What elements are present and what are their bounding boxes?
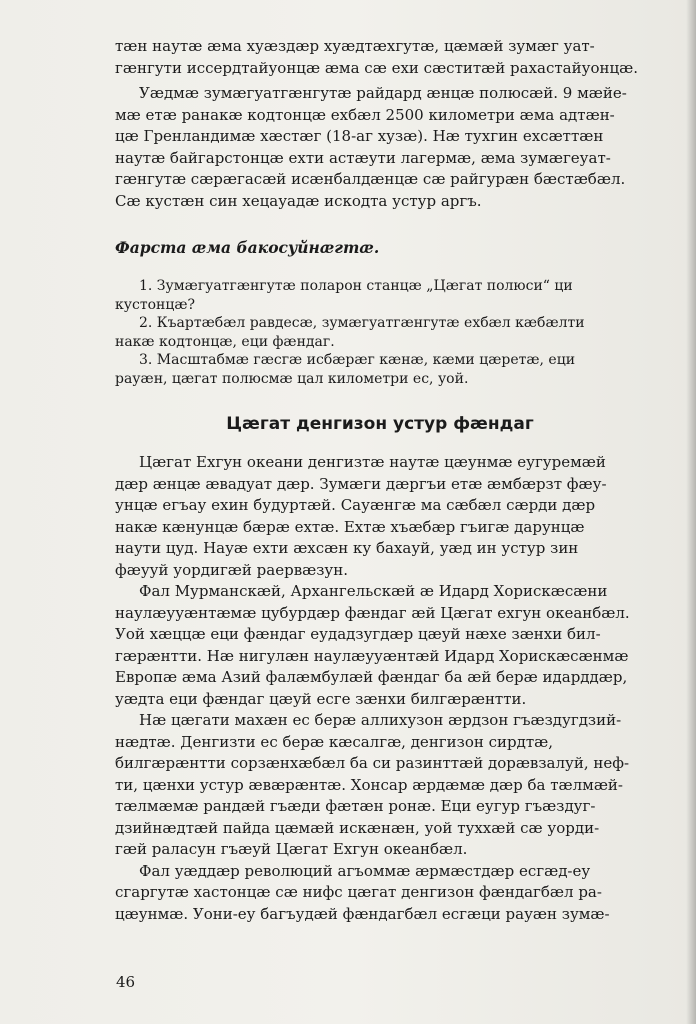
text-line: гæнгути иссердтайуонцæ æма сæ ехи сæститæй рахастайуонцæ. <box>115 58 638 77</box>
text-line: цæунмæ. Уони-еу багъудæй фæндагбæл есгæци рауæн зумæ- <box>115 904 610 923</box>
page-edge-shadow <box>686 0 696 1024</box>
text-line: тæлмæмæ рандæй гъæди фæтæн ронæ. Еци еугур гъæздуг- <box>115 797 596 815</box>
question-item <box>115 277 685 314</box>
text-line: унцæ егъау ехин будуртæй. Сауæнгæ ма сæбæл сæрди дæр <box>115 496 596 514</box>
text-line: наутæ байгарстонцæ ехти астæути лагермæ, æма зумæгеуат- <box>115 148 611 167</box>
section-body <box>115 452 685 925</box>
text-line: Сæ кустæн син хецауадæ искодта устур аргъ. <box>115 191 482 210</box>
question-item <box>115 351 685 388</box>
text-line: сгаргутæ хастонцæ сæ нифс цæгат денгизон фæндагбæл ра- <box>115 883 602 901</box>
questions-list <box>115 277 685 388</box>
text-line: кустонцæ? <box>115 296 196 313</box>
text-line: Уой хæццæ еци фæндаг еудадзугдæр цæуй нæхе зæнхи бил- <box>115 625 601 643</box>
text-line: гæнгутæ сæрæгасæй исæнбалдæнцæ сæ райгурæн бæстæбæл. <box>115 170 626 188</box>
text-line: гæрæнтти. Нæ нигулæн наулæууæнтæй Идард Хорискæсæнмæ <box>115 646 629 665</box>
text-line: ти, цæнхи устур æвæрæнтæ. Хонсар æрдæмæ дæр ба тæлмæй- <box>115 775 623 794</box>
text-line: Уæдмæ зумæгуатгæнгутæ райдард æнцæ полюсæй. 9 мæйе- <box>139 84 627 102</box>
text-line: рауæн, цæгат полюсмæ цал километри ес, уой. <box>115 370 469 387</box>
text-line: наути цуд. Науæ ехти æхсæн ку бахауй, уæд ин устур зин <box>115 539 579 557</box>
text-line: Нæ цæгати махæн ес берæ аллихузон æрдзон гъæздугдзий- <box>139 711 622 729</box>
paragraph <box>115 710 685 861</box>
text-line: Цæгат Ехгун океани денгизтæ наутæ цæунмæ еугуремæй <box>139 453 606 471</box>
text-line: накæ кодтонцæ, еци фæндаг. <box>115 333 335 350</box>
text-line: дзийнæдтæй пайда цæмæй искæнæн, уой тухxæй сæ уорди- <box>115 818 600 837</box>
paragraph <box>115 581 685 710</box>
text-line: Европæ æма Азий фалæмбулæй фæндаг ба æй берæ идарддæр, <box>115 668 628 686</box>
text-line: наулæууæнтæмæ цубурдæр фæндаг æй Цæгат ехгун океанбæл. <box>115 603 630 622</box>
question-item <box>115 314 685 351</box>
paragraph <box>115 83 685 212</box>
text-line: дæр æнцæ æвадуат дæр. Зумæги дæргъи етæ æмбæрзт фæу- <box>115 474 607 493</box>
text-line: 1. Зумæгуатгæнгутæ поларон станцæ „Цæгат полюси“ ци <box>139 278 573 294</box>
text-line: 2. Къартæбæл равдесæ, зумæгуатгæнгутæ ехбæл кæбæлти <box>139 315 585 331</box>
text-line: фæууй уордигæй раервæзун. <box>115 560 349 579</box>
section-heading: Цæгат денгизон устур фæндаг <box>226 414 534 434</box>
questions-heading: Фарста æма бакосуйнæгтæ. <box>115 238 380 257</box>
text-line: нæдтæ. Денгизти ес берæ кæсалгæ, денгизон сирдтæ, <box>115 732 554 751</box>
text-line: тæн наутæ æма хуæздæр хуæдтæхгутæ, цæмæй зумæг уат- <box>115 37 595 55</box>
text-line: накæ кæнунцæ бæрæ ехтæ. Ехтæ хъæбæр гъигæ дарунцæ <box>115 517 585 536</box>
text-line: цæ Гренландимæ хæстæг (18-аг хузæ). Нæ тухгин exсæттæн <box>115 127 604 145</box>
page-number: 46 <box>116 973 136 991</box>
text-line: билгæрæнтти сорзæнхæбæл ба си разинттæй дорæвзалуй, неф- <box>115 754 630 772</box>
paragraph <box>115 452 685 581</box>
paragraph <box>115 36 685 79</box>
text-line: мæ етæ ранакæ кодтонцæ ехбæл 2500 километри æма адтæн- <box>115 105 615 124</box>
paragraph <box>115 861 685 926</box>
text-line: уæдта еци фæндаг цæуй есге зæнхи билгæрæнтти. <box>115 689 527 708</box>
page-content <box>115 36 685 925</box>
text-line: 3. Масштабмæ гæсгæ исбæрæг кæнæ, кæми цæретæ, еци <box>139 352 576 368</box>
text-line: Фал уæддæр революций агъоммæ æрмæстдæр есгæд-еу <box>139 861 591 880</box>
text-line: гæй раласун гъæуй Цæгат Ехгун океанбæл. <box>115 840 468 858</box>
text-line: Фал Мурманскæй, Архангельскæй æ Идард Хорискæсæни <box>139 582 608 600</box>
